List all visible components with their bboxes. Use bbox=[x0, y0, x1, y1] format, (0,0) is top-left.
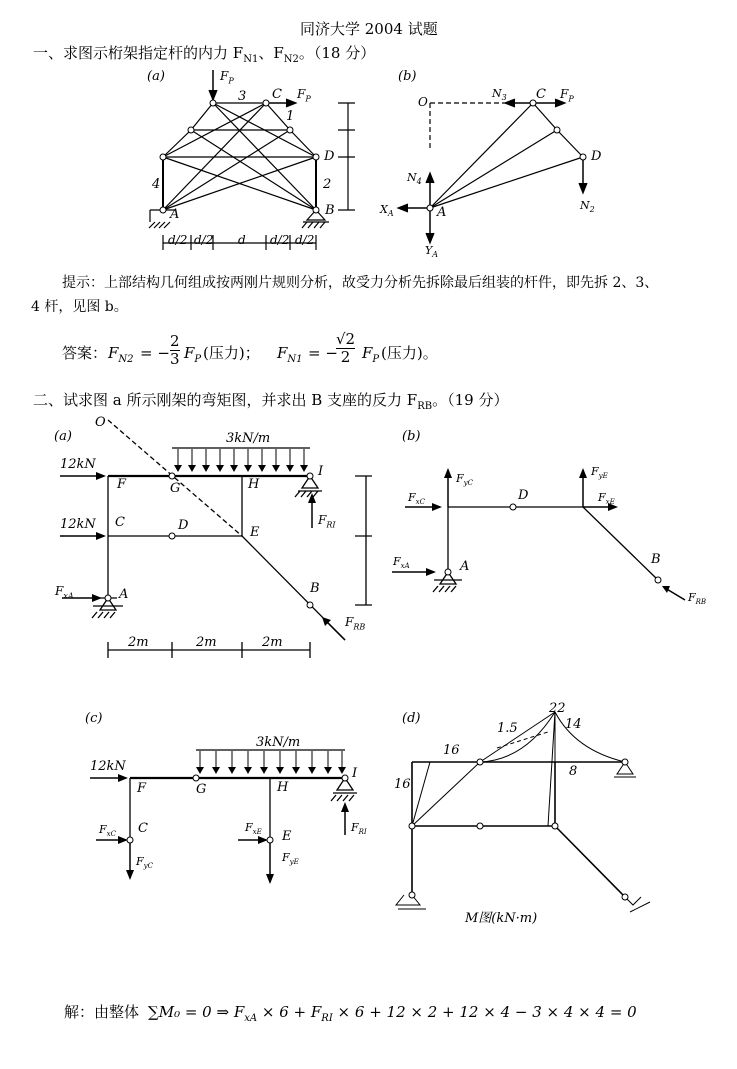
fig2c-f: F bbox=[137, 781, 147, 796]
fig2a-label: (a) bbox=[54, 429, 72, 444]
fig1b-n4-n: N bbox=[407, 171, 417, 184]
fig2c-fye-sub: yE bbox=[289, 858, 299, 867]
q1-fp1-f: F bbox=[184, 344, 195, 362]
page-title: 同济大学 2004 试题 bbox=[300, 20, 438, 38]
q1-sub2: N2 bbox=[283, 54, 299, 65]
fig2c-fxc-sub: xC bbox=[106, 830, 116, 839]
fig2c-load: 3kN/m bbox=[256, 735, 301, 750]
q1-fn2-sub: N2 bbox=[118, 354, 134, 365]
fig2c-h: H bbox=[277, 780, 289, 795]
fig2c-fri-sub: RI bbox=[358, 828, 367, 837]
fig1a-n2: 2 bbox=[323, 177, 332, 192]
q2-solution-sub1: xA bbox=[244, 1013, 258, 1024]
q2-solution-mid: × 6 + F bbox=[257, 1003, 322, 1021]
q1-fp2-sub: P bbox=[372, 354, 380, 365]
fig2c-fyc-f: F bbox=[136, 855, 144, 868]
q1-fp1-sub: P bbox=[194, 354, 202, 365]
q1-hint-line2: 4 杆，见图 b。 bbox=[31, 299, 128, 315]
fig1b-d: D bbox=[591, 149, 602, 164]
q1-frac1-den: 3 bbox=[170, 349, 180, 368]
fig1b-xa-x: X bbox=[380, 203, 388, 216]
q1-answer-eq: = − bbox=[140, 344, 170, 362]
q1-fn1-f: F bbox=[277, 344, 288, 362]
fig1a-dim4: d/2 bbox=[270, 233, 290, 247]
fig2a-dim3: 2m bbox=[262, 635, 283, 650]
fig2c-12kn: 12kN bbox=[90, 759, 126, 774]
fig1a-dim3: d bbox=[238, 233, 246, 247]
fig1b-fp-sub: P bbox=[568, 94, 574, 104]
fig1b-n3-sub: 3 bbox=[501, 93, 507, 103]
fig2b-fyc-f: F bbox=[456, 472, 464, 485]
q2-solution-label: 解：由整体 bbox=[64, 1003, 140, 1021]
fig1b-n3-n: N bbox=[492, 87, 502, 100]
fig1b-n2-n: N bbox=[580, 199, 590, 212]
fig2c-fri-f: F bbox=[351, 821, 359, 834]
fig1b-fp-f: F bbox=[560, 87, 569, 101]
q1-sep: 、F bbox=[258, 44, 284, 62]
fig2d-value-8: 8 bbox=[569, 764, 578, 779]
q2-solution-sub2: RI bbox=[321, 1013, 333, 1024]
fig2a-dim2: 2m bbox=[196, 635, 217, 650]
q1-answer-eq2: = − bbox=[308, 344, 338, 362]
q2-solution-tail: × 6 + 12 × 2 + 12 × 4 − 3 × 4 × 4 = 0 bbox=[332, 1003, 637, 1021]
fig1a-d: D bbox=[324, 149, 335, 164]
q1-frac2-den: 2 bbox=[340, 347, 351, 366]
fig2b-fxa-f: F bbox=[393, 555, 401, 568]
q1-fn1-sub: N1 bbox=[287, 354, 303, 365]
fig2d-caption: M图(kN·m) bbox=[465, 911, 538, 926]
fig2c-e: E bbox=[282, 829, 292, 844]
fig1a-fp-f: F bbox=[220, 69, 229, 83]
q1-fp2-f: F bbox=[362, 344, 373, 362]
q2-text: 二、试求图 a 所示刚架的弯矩图，并求出 B 支座的反力 F bbox=[33, 391, 418, 409]
fig2d-value-1-5: 1.5 bbox=[497, 721, 518, 736]
fig2a-o: O bbox=[95, 415, 106, 430]
fig2c-fxc-f: F bbox=[99, 823, 107, 836]
fig2b-fxc-f: F bbox=[408, 491, 416, 504]
fig2b-a: A bbox=[460, 559, 470, 574]
fig2a-fxa-f: F bbox=[55, 584, 64, 598]
fig2b-fxc-sub: xC bbox=[415, 498, 425, 507]
fig2a-12kn-mid: 12kN bbox=[60, 517, 96, 532]
fig2a-f: F bbox=[117, 477, 127, 492]
fig2a-fri-f: F bbox=[318, 513, 327, 527]
fig2a-frb-f: F bbox=[345, 615, 354, 629]
fig2c-fxe-sub: xE bbox=[252, 828, 262, 837]
fig1b-n2-sub: 2 bbox=[589, 205, 595, 215]
fig2a-d: D bbox=[178, 518, 189, 533]
fig1a-dim2: d/2 bbox=[194, 233, 214, 247]
fig1b-xa-sub: A bbox=[387, 209, 394, 219]
fig2c-fxe-f: F bbox=[245, 821, 253, 834]
fig2c-fyc-sub: yC bbox=[143, 862, 153, 871]
fig2b-label: (b) bbox=[402, 429, 421, 444]
fig2d-value-16-top: 16 bbox=[443, 743, 460, 758]
fig2b-fxe-sub: xE bbox=[605, 498, 615, 507]
fig2a-fri-sub: RI bbox=[326, 520, 336, 530]
fig1b-ya-sub: A bbox=[432, 250, 439, 260]
fig2d-value-14: 14 bbox=[565, 717, 582, 732]
q1-text: 一、求图示桁架指定杆的内力 F bbox=[33, 44, 244, 62]
fig1a-dim1: d/2 bbox=[168, 233, 188, 247]
q1-fn2-f: F bbox=[108, 344, 119, 362]
fig1a-fp2-sub: P bbox=[305, 94, 311, 104]
q1-answer-label: 答案： bbox=[62, 344, 108, 362]
fig1b-ya-y: Y bbox=[425, 244, 433, 257]
fig1b-a: A bbox=[437, 205, 447, 220]
q1-answer-press2: (压力)。 bbox=[381, 344, 438, 362]
fig2c-label: (c) bbox=[85, 711, 103, 726]
fig1a-label: (a) bbox=[147, 69, 165, 84]
q1-frac2-num: √2 bbox=[336, 330, 356, 348]
fig2a-dim1: 2m bbox=[128, 635, 149, 650]
fig2b-b: B bbox=[651, 552, 661, 567]
fig1b-o: O bbox=[418, 95, 428, 109]
fig1a-b: B bbox=[325, 203, 335, 218]
q1-sub1: N1 bbox=[243, 54, 259, 65]
fig1a-c: C bbox=[272, 87, 282, 102]
fig1a-a: A bbox=[170, 207, 180, 222]
fig2b-d: D bbox=[518, 488, 529, 503]
q2-score: 。（19 分） bbox=[432, 391, 509, 409]
fig1b-c: C bbox=[536, 87, 546, 102]
q1-score: 。（18 分） bbox=[298, 44, 376, 62]
fig1a-fp2-f: F bbox=[297, 87, 306, 101]
fig2a-i: I bbox=[318, 464, 324, 479]
fig2c-g: G bbox=[196, 782, 207, 797]
fig2a-c: C bbox=[115, 515, 125, 530]
fig2a-frb-sub: RB bbox=[353, 622, 366, 632]
fig1a-n1: 1 bbox=[286, 109, 295, 124]
fig2a-e: E bbox=[250, 525, 260, 540]
fig2a-g: G bbox=[170, 481, 181, 496]
q1-hint-line1: 提示：上部结构几何组成按两刚片规则分析，故受力分析先拆除最后组装的杆件，即先拆 2、3、 bbox=[62, 275, 659, 291]
fig2a-b: B bbox=[310, 581, 320, 596]
q2-sub: RB bbox=[417, 401, 433, 412]
fig2b-frb-sub: RB bbox=[695, 598, 707, 607]
fig2c-fye-f: F bbox=[282, 851, 290, 864]
fig2b-fxe-f: F bbox=[598, 491, 606, 504]
fig2b-fye-f: F bbox=[591, 465, 599, 478]
q1-answer-press1: (压力)； bbox=[203, 344, 260, 362]
q1-frac1-num: 2 bbox=[170, 332, 180, 350]
q2-solution-eq: ∑M₀ = 0 ⇒ F bbox=[148, 1003, 245, 1021]
fig2a-a: A bbox=[119, 587, 129, 602]
fig2b-frb-f: F bbox=[688, 591, 696, 604]
fig1b-label: (b) bbox=[398, 69, 417, 84]
fig2d-value-22: 22 bbox=[549, 701, 566, 716]
fig1b-n4-sub: 4 bbox=[416, 177, 422, 187]
fig1a-dim5: d/2 bbox=[295, 233, 315, 247]
fig2b-fye-sub: yE bbox=[598, 472, 608, 481]
fig2a-load: 3kN/m bbox=[226, 431, 271, 446]
fig1a-n3: 3 bbox=[238, 89, 247, 104]
fig2c-c: C bbox=[138, 821, 148, 836]
fig1a-n4: 4 bbox=[152, 177, 161, 192]
fig2a-h: H bbox=[248, 477, 260, 492]
fig1a-fp-sub: P bbox=[228, 76, 234, 86]
fig2a-fxa-sub: xA bbox=[63, 591, 74, 601]
fig2d-value-16-left: 16 bbox=[394, 777, 411, 792]
fig2b-fyc-sub: yC bbox=[463, 479, 473, 488]
fig2d-label: (d) bbox=[402, 711, 421, 726]
q2-solution-equation bbox=[148, 1005, 637, 1024]
fig2c-i: I bbox=[352, 766, 358, 781]
fig2a-12kn-top: 12kN bbox=[60, 457, 96, 472]
fig2b-fxa-sub: xA bbox=[400, 562, 410, 571]
